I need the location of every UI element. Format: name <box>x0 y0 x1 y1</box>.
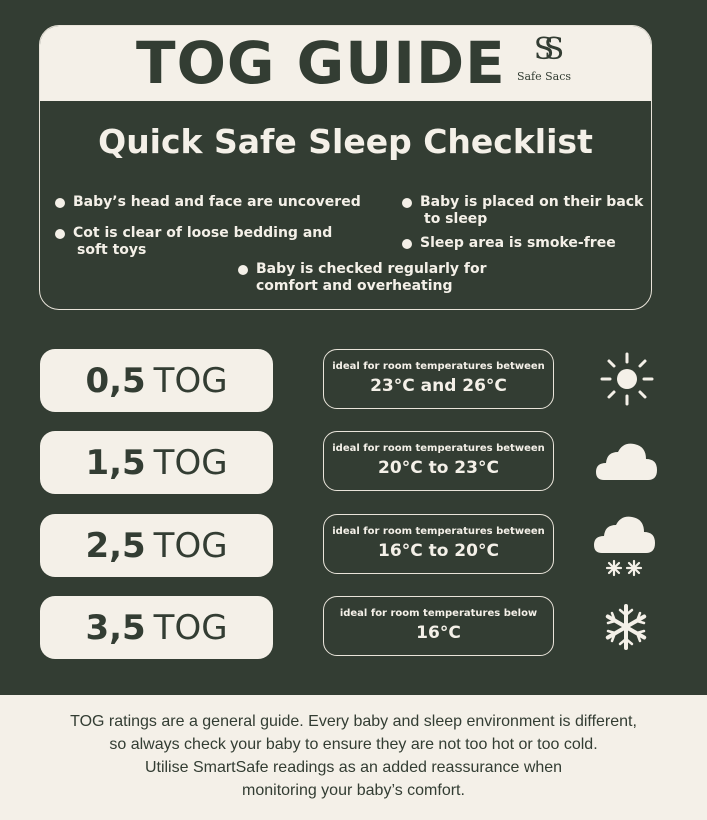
cloud-icon <box>596 440 658 484</box>
snow-cloud-icon <box>594 515 656 583</box>
bullet-icon <box>402 239 412 249</box>
checklist-item: Sleep area is smoke-free <box>420 235 616 252</box>
checklist-item: Cot is clear of loose bedding and soft toys <box>73 225 332 259</box>
checklist-title: Quick Safe Sleep Checklist <box>98 122 593 161</box>
tog-rating-pill: 0,5 TOG <box>40 349 273 412</box>
bullet-icon <box>55 229 65 239</box>
tog-rating-pill: 2,5 TOG <box>40 514 273 577</box>
bullet-icon <box>238 265 248 275</box>
footer-line: Utilise SmartSafe readings as an added reassurance when <box>144 759 563 776</box>
checklist-item: Baby’s head and face are uncovered <box>73 194 361 211</box>
page-title: TOG GUIDE <box>136 29 506 97</box>
tog-rating-pill: 1,5 TOG <box>40 431 273 494</box>
header-band <box>40 26 651 101</box>
temperature-range-box: ideal for room temperatures between 20°C to 23°C <box>323 431 554 491</box>
footer-line: TOG ratings are a general guide. Every baby and sleep environment is different, <box>70 713 637 730</box>
logo-text: Safe Sacs <box>516 70 572 83</box>
brand-logo <box>514 34 574 83</box>
checklist-card <box>39 25 652 310</box>
temperature-range-box: ideal for room temperatures between 16°C to 20°C <box>323 514 554 574</box>
bullet-icon <box>55 198 65 208</box>
snowflake-icon <box>603 604 649 650</box>
footer-disclaimer <box>0 695 707 820</box>
temperature-range-box: ideal for room temperatures below 16°C <box>323 596 554 656</box>
logo-mark: SS <box>533 32 555 67</box>
footer-line: monitoring your baby’s comfort. <box>242 782 465 799</box>
tog-rating-pill: 3,5 TOG <box>40 596 273 659</box>
footer-line: so always check your baby to ensure they are not too hot or too cold. <box>109 736 598 753</box>
checklist-item: Baby is placed on their back to sleep <box>420 194 643 228</box>
sun-icon <box>600 352 654 406</box>
checklist-item: Baby is checked regularly for comfort and overheating <box>256 261 486 295</box>
bullet-icon <box>402 198 412 208</box>
temperature-range-box: ideal for room temperatures between 23°C and 26°C <box>323 349 554 409</box>
